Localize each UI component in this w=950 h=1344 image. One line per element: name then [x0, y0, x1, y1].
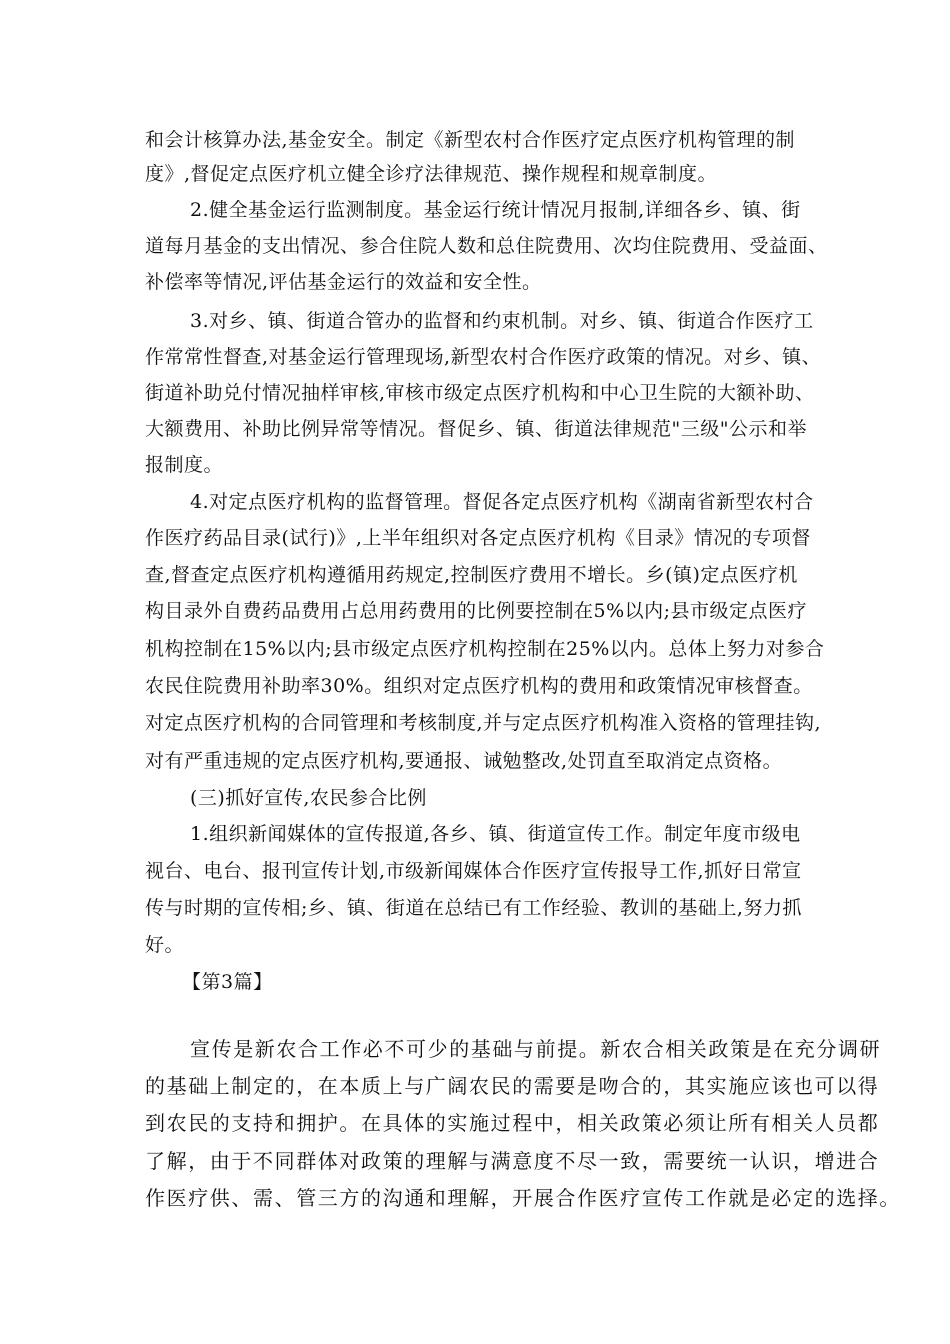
- text-line: 作医疗药品目录(试行)》,上半年组织对各定点医疗机构《目录》情况的专项督: [145, 527, 811, 549]
- text-line: 补偿率等情况,评估基金运行的效益和安全性。: [145, 271, 542, 293]
- paragraph-start-line: 2.健全基金运行监测制度。基金运行统计情况月报制,详细各乡、镇、街: [190, 199, 801, 221]
- text-line: 好。: [145, 934, 185, 956]
- text-line: 传与时期的宣传相;乡、镇、街道在总结已有工作经验、教训的基础上,努力抓: [145, 897, 802, 919]
- text-line: 对有严重违规的定点医疗机构,要通报、诫勉整改,处罚直至取消定点资格。: [145, 750, 783, 772]
- text-line: 街道补助兑付情况抽样审核,审核市级定点医疗机构和中心卫生院的大额补助、: [145, 382, 815, 404]
- text-line: 的基础上制定的，在本质上与广阔农民的需要是吻合的，其实施应该也可以得: [145, 1074, 880, 1098]
- text-line: 视台、电台、报刊宣传计划,市级新闻媒体合作医疗宣传报导工作,抓好日常宣: [145, 860, 802, 882]
- text-line: 农民住院费用补助率30%。组织对定点医疗机构的费用和政策情况审核督查。: [145, 675, 813, 697]
- text-line: 报制度。: [145, 454, 224, 476]
- text-line: 和会计核算办法,基金安全。制定《新型农村合作医疗定点医疗机构管理的制: [145, 129, 796, 151]
- paragraph-start-line: 1.组织新闻媒体的宣传报道,各乡、镇、街道宣传工作。制定年度市级电: [190, 823, 801, 845]
- text-line: 构目录外自费药品费用占总用药费用的比例要控制在5%以内;县市级定点医疗: [145, 600, 808, 622]
- paragraph-start-line: 宣传是新农合工作必不可少的基础与前提。新农合相关政策是在充分调研: [190, 1037, 882, 1061]
- text-line: 作医疗供、需、管三方的沟通和理解，开展合作医疗宣传工作就是必定的选择。: [145, 1186, 901, 1210]
- text-line: 了解，由于不同群体对政策的理解与满意度不尽一致，需要统一认识，增进合: [145, 1149, 880, 1173]
- text-line: 度》,督促定点医疗机立健全诊疗法律规范、操作规程和规章制度。: [145, 163, 718, 185]
- paragraph-start-line: 3.对乡、镇、街道合管办的监督和约束机制。对乡、镇、街道合作医疗工: [190, 310, 814, 332]
- text-line: 作常常性督查,对基金运行管理现场,新型农村合作医疗政策的情况。对乡、镇、: [145, 346, 822, 368]
- text-line: 对定点医疗机构的合同管理和考核制度,并与定点医疗机构准入资格的管理挂钩,: [145, 712, 822, 734]
- text-line: 到农民的支持和拥护。在具体的实施过程中，相关政策必须让所有相关人员都: [145, 1111, 880, 1135]
- section-heading: (三)抓好宣传,农民参合比例: [190, 787, 427, 809]
- text-line: 道每月基金的支出情况、参合住院人数和总住院费用、次均住院费用、受益面、: [145, 235, 828, 257]
- paragraph-start-line: 4.对定点医疗机构的监督管理。督促各定点医疗机构《湖南省新型农村合: [190, 491, 814, 513]
- text-line: 查,督查定点医疗机构遵循用药规定,控制医疗费用不增长。乡(镇)定点医疗机: [145, 564, 798, 586]
- text-line: 大额费用、补助比例异常等情况。督促乡、镇、街道法律规范"三级"公示和举: [145, 418, 807, 440]
- part-label: 【第3篇】: [182, 971, 273, 993]
- text-line: 机构控制在15%以内;县市级定点医疗机构控制在25%以内。总体上努力对参合: [145, 638, 825, 660]
